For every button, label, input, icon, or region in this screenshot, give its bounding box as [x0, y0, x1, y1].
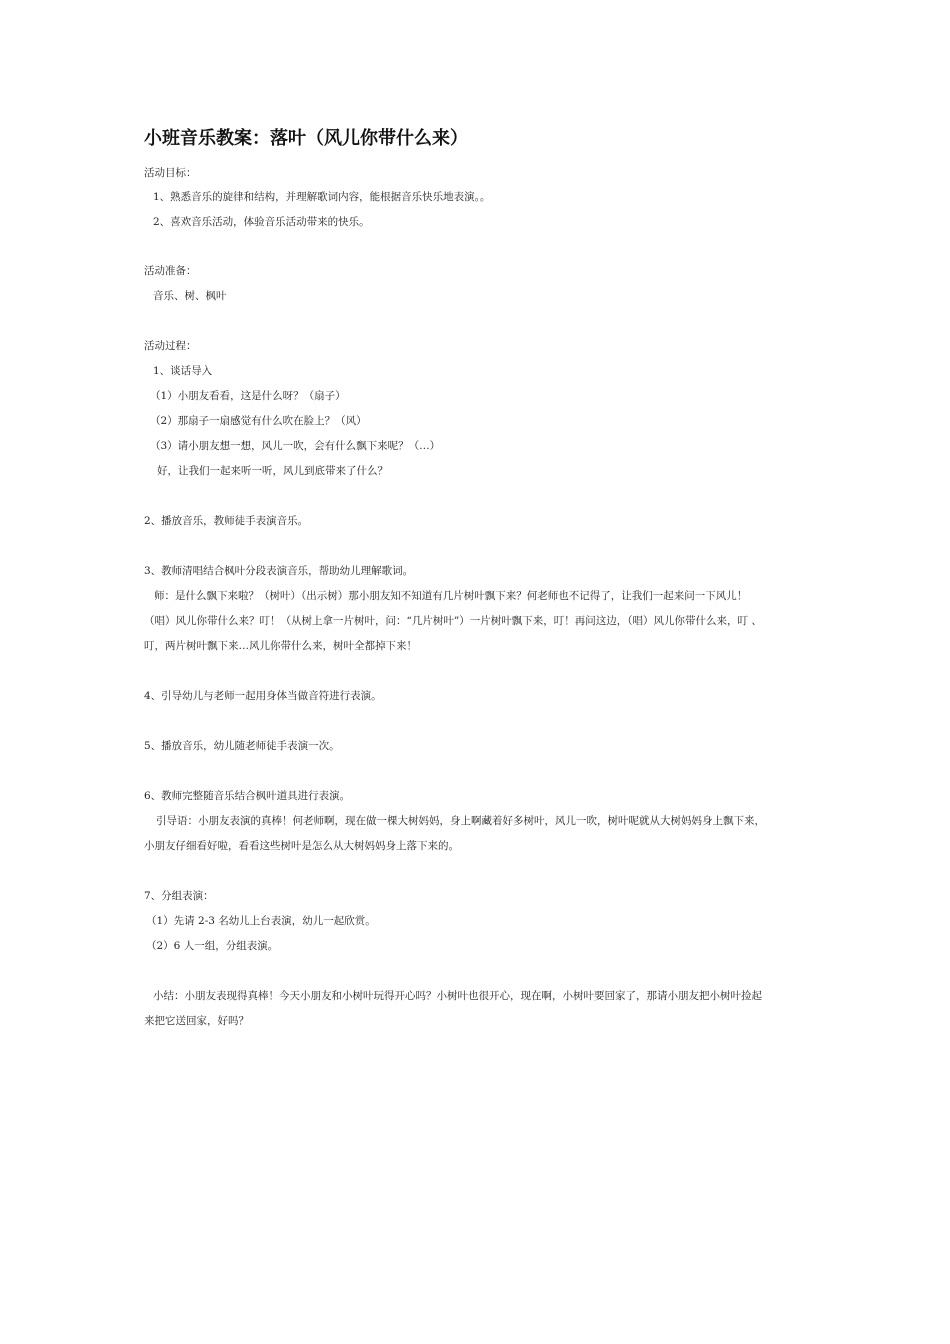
step-7-item-1: （1）先请 2-3 名幼儿上台表演，幼儿一起欣赏。 [146, 915, 376, 927]
section-heading-goals: 活动目标： [144, 167, 197, 179]
step-5-heading: 5、播放音乐，幼儿随老师徒手表演一次。 [144, 740, 340, 752]
step-3-heading: 3、教师清唱结合枫叶分段表演音乐，帮助幼儿理解歌词。 [144, 565, 414, 577]
preparation-items: 音乐、树、枫叶 [153, 290, 227, 302]
goal-item-2: 2、喜欢音乐活动，体验音乐活动带来的快乐。 [153, 216, 370, 228]
step-1-transition: 好，让我们一起来听一听，风儿到底带来了什么？ [157, 465, 388, 477]
summary-line-1: 小结：小朋友表现得真棒！今天小朋友和小树叶玩得开心吗？小树叶也很开心，现在啊，小树叶要回家了，那请小朋友把小树叶捡起 [153, 990, 762, 1002]
step-6-heading: 6、教师完整随音乐结合枫叶道具进行表演。 [144, 790, 351, 802]
step-7-item-2: （2）6 人一组，分组表演。 [146, 940, 279, 952]
summary-line-2: 来把它送回家，好吗？ [144, 1015, 249, 1027]
step-1-heading: 1、谈话导入 [153, 365, 213, 377]
goal-item-1: 1、熟悉音乐的旋律和结构，并理解歌词内容，能根据音乐快乐地表演。。 [153, 191, 491, 203]
step-4-heading: 4、引导幼儿与老师一起用身体当做音符进行表演。 [144, 690, 382, 702]
step-3-paragraph-line-2: （唱）风儿你带什么来？叮！（从树上拿一片树叶，问：“几片树叶”）一片树叶飘下来，叮！再问这边，（唱）风儿你带什么来，叮 、 [144, 615, 762, 627]
step-2-heading: 2、播放音乐，教师徒手表演音乐。 [144, 515, 309, 527]
step-3-paragraph-line-1: 师：是什么飘下来啦？（树叶）（出示树）那小朋友知不知道有几片树叶飘下来？何老师也不记得了，让我们一起来问一下风儿！ [154, 590, 748, 602]
step-7-heading: 7、分组表演： [144, 890, 214, 902]
step-1-item-1: （1）小朋友看看，这是什么呀？（扇子） [150, 390, 346, 402]
section-heading-process: 活动过程： [144, 340, 197, 352]
step-6-guide-line-2: 小朋友仔细看好啦，看看这些树叶是怎么从大树妈妈身上落下来的。 [144, 840, 459, 852]
step-1-item-2: （2）那扇子一扇感觉有什么吹在脸上？（风） [150, 415, 367, 427]
document-title: 小班音乐教案：落叶（风儿你带什么来） [144, 128, 468, 149]
section-heading-preparation: 活动准备： [144, 265, 197, 277]
step-3-paragraph-line-3: 叮，两片树叶飘下来…风儿你带什么来，树叶全都掉下来！ [144, 640, 417, 652]
step-6-guide-line-1: 引导语：小朋友表演的真棒！何老师啊，现在做一棵大树妈妈，身上啊藏着好多树叶，风儿一吹，树叶呢就从大树妈妈身上飘下来， [156, 815, 765, 827]
step-1-item-3: （3）请小朋友想一想，风儿一吹，会有什么飘下来呢？（…） [150, 440, 441, 452]
